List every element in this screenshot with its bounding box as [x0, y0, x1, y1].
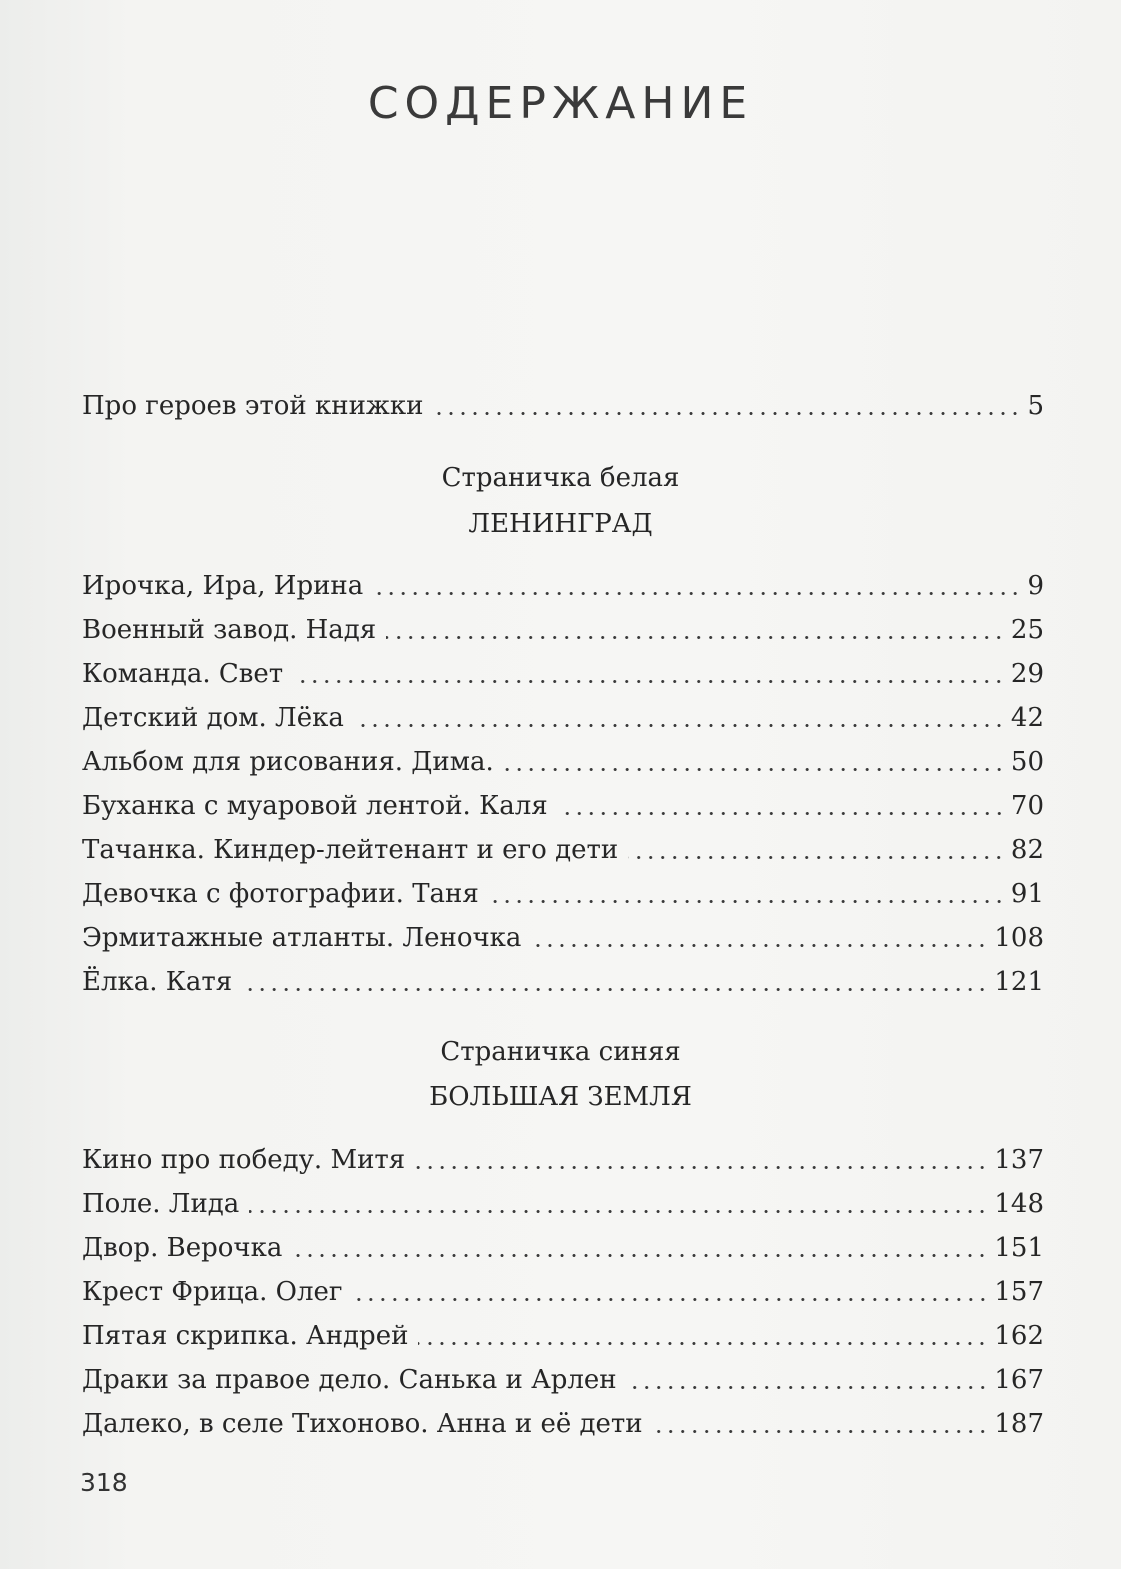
toc-entry-page: 108 — [994, 923, 1044, 953]
toc-entry — [82, 1224, 1044, 1264]
leader-dots — [373, 592, 1021, 595]
leader-dots — [504, 768, 1005, 771]
toc-entry-title: Двор. Верочка — [82, 1233, 283, 1263]
toc-entry-title: Девочка с фотографии. Таня — [82, 879, 479, 909]
leader-dots — [627, 1386, 989, 1389]
toc-entry-page: 148 — [994, 1189, 1044, 1219]
toc-entry — [82, 1356, 1044, 1396]
toc-entry — [82, 606, 1044, 646]
toc-entry-page: 151 — [994, 1233, 1044, 1263]
toc-entry-page: 29 — [1010, 659, 1044, 689]
page-number: 318 — [80, 1468, 128, 1497]
toc-entry-page: 42 — [1010, 703, 1044, 733]
toc-entry-page: 50 — [1010, 747, 1044, 777]
leader-dots — [292, 1254, 988, 1257]
leader-dots — [415, 1166, 988, 1169]
toc-entry — [82, 694, 1044, 734]
leader-dots — [249, 1210, 988, 1213]
toc-entry — [82, 738, 1044, 778]
toc-entry — [82, 1312, 1044, 1352]
toc-entry — [82, 914, 1044, 954]
toc-entry-intro — [82, 382, 1044, 422]
leader-dots — [293, 680, 1005, 683]
toc-entry — [82, 782, 1044, 822]
section-subtitle: Страничка синяя — [440, 1037, 681, 1067]
toc-entry-title: Ирочка, Ира, Ирина — [82, 571, 364, 601]
leader-dots — [653, 1430, 989, 1433]
leader-dots — [531, 944, 988, 947]
toc-entry-page: 167 — [994, 1365, 1044, 1395]
toc-entry-page: 157 — [994, 1277, 1044, 1307]
leader-dots — [628, 856, 1005, 859]
toc-entry-title: Ёлка. Катя — [82, 967, 233, 997]
toc-entry-page: 121 — [994, 967, 1044, 997]
toc-entry-title: Пятая скрипка. Андрей — [82, 1321, 409, 1351]
toc-entry-title: Крест Фрица. Олег — [82, 1277, 343, 1307]
leader-dots — [489, 900, 1005, 903]
toc-entry — [82, 562, 1044, 602]
toc-entry-page: 5 — [1027, 391, 1044, 421]
toc-entry-title: Эрмитажные атланты. Леночка — [82, 923, 522, 953]
toc-entry-page: 162 — [994, 1321, 1044, 1351]
toc-entry-page: 187 — [994, 1409, 1044, 1439]
toc-entry-title: Военный завод. Надя — [82, 615, 377, 645]
toc-entry — [82, 1268, 1044, 1308]
toc-entry-page: 25 — [1010, 615, 1044, 645]
leader-dots — [558, 812, 1005, 815]
leader-dots — [433, 412, 1021, 415]
section-title: БОЛЬШАЯ ЗЕМЛЯ — [429, 1082, 692, 1112]
leader-dots — [386, 636, 1005, 639]
leader-dots — [242, 988, 988, 991]
toc-entry-page: 82 — [1010, 835, 1044, 865]
toc-entry-title: Команда. Свет — [82, 659, 284, 689]
toc-entry — [82, 958, 1044, 998]
leader-dots — [353, 1298, 989, 1301]
toc-entry-title: Альбом для рисования. Дима. — [82, 747, 494, 777]
toc-entry — [82, 826, 1044, 866]
leader-dots — [354, 724, 1005, 727]
toc-entry — [82, 1180, 1044, 1220]
toc-entry-title: Драки за правое дело. Санька и Арлен — [82, 1365, 617, 1395]
toc-entry-title: Буханка с муаровой лентой. Каля — [82, 791, 548, 821]
section-subtitle: Страничка белая — [441, 463, 680, 493]
toc-entry — [82, 870, 1044, 910]
toc-entry-page: 70 — [1010, 791, 1044, 821]
toc-entry — [82, 1136, 1044, 1176]
toc-entry — [82, 1400, 1044, 1440]
toc-entry-title: Детский дом. Лёка — [82, 703, 344, 733]
toc-entry-title: Далеко, в селе Тихоново. Анна и её дети — [82, 1409, 643, 1439]
section-title: ЛЕНИНГРАД — [468, 509, 653, 539]
toc-entry-title: Тачанка. Киндер-лейтенант и его дети — [82, 835, 619, 865]
page-title: СОДЕРЖАНИЕ — [367, 78, 754, 129]
toc-entry-page: 9 — [1027, 571, 1044, 601]
toc-entry-page: 91 — [1010, 879, 1044, 909]
toc-entry-title: Про героев этой книжки — [82, 391, 424, 421]
toc-entry-title: Поле. Лида — [82, 1189, 240, 1219]
toc-entry-page: 137 — [994, 1145, 1044, 1175]
toc-entry-title: Кино про победу. Митя — [82, 1145, 406, 1175]
leader-dots — [418, 1342, 988, 1345]
toc-entry — [82, 650, 1044, 690]
